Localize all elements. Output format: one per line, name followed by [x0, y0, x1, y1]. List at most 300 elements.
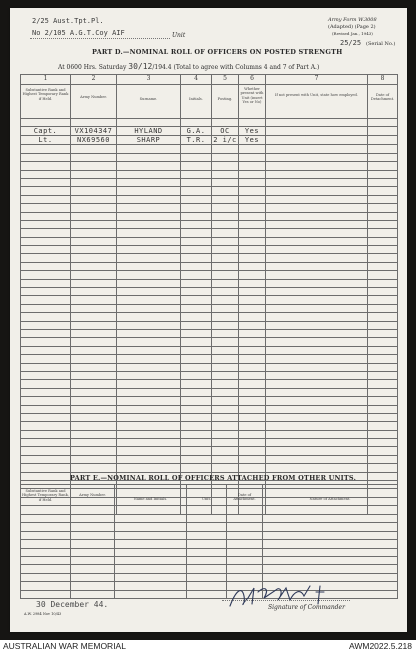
table-cell [117, 355, 181, 363]
table-cell [212, 288, 239, 296]
table-cell [181, 363, 212, 371]
part-e-title: PART E.—NOMINAL ROLL OF OFFICERS ATTACHED FROM OTHER UNITS. [70, 474, 357, 482]
table-cell [368, 254, 398, 262]
table-cell [21, 531, 71, 539]
unit-label: Unit [172, 32, 186, 39]
table-row [21, 556, 398, 564]
table-cell [187, 582, 227, 590]
table-row [21, 204, 398, 212]
table-row [21, 388, 398, 396]
table-cell [71, 565, 115, 573]
table-row [21, 246, 398, 254]
form-adapted: (Adapted) (Page 2) [328, 24, 376, 30]
table-cell [368, 220, 398, 228]
table-cell [181, 246, 212, 254]
col-number: 3 [117, 75, 181, 85]
table-cell [21, 548, 71, 556]
table-cell [187, 515, 227, 523]
form-page [10, 8, 407, 632]
table-cell [239, 313, 266, 321]
table-cell [71, 371, 117, 379]
col-number: 2 [71, 75, 117, 85]
table-cell [117, 447, 181, 455]
table-cell [181, 212, 212, 220]
table-cell [212, 346, 239, 354]
table-cell [181, 237, 212, 245]
date-stamp: 30 December 44. [36, 600, 109, 609]
table-cell [181, 195, 212, 203]
table-row [21, 288, 398, 296]
table-row [21, 136, 398, 145]
table-cell [368, 455, 398, 463]
table-cell [212, 304, 239, 312]
table-cell [71, 515, 115, 523]
table-row [21, 170, 398, 178]
table-cell [181, 455, 212, 463]
table-cell [117, 220, 181, 228]
table-row [21, 515, 398, 523]
table-cell [266, 237, 368, 245]
table-cell [368, 388, 398, 396]
table-cell [181, 145, 212, 153]
table-cell [212, 279, 239, 287]
table-cell [21, 573, 71, 581]
table-row [21, 523, 398, 531]
footer-accession: AWM2022.5.218 [349, 641, 412, 651]
table-cell [21, 540, 71, 548]
table-row [21, 329, 398, 337]
table-cell [266, 380, 368, 388]
table-cell [239, 321, 266, 329]
table-cell [212, 413, 239, 421]
table-cell [21, 288, 71, 296]
table-cell [266, 271, 368, 279]
table-row [21, 178, 398, 186]
col-header-present: Whether present with Unit (insert Yes or No) [239, 85, 266, 119]
table-cell [71, 304, 117, 312]
table-cell [71, 531, 115, 539]
table-cell [212, 254, 239, 262]
table-row [21, 439, 398, 447]
table-cell [239, 204, 266, 212]
table-cell [181, 405, 212, 413]
table-cell [368, 472, 398, 480]
table-cell [181, 346, 212, 354]
table-cell [239, 145, 266, 153]
table-cell [368, 204, 398, 212]
table-cell [117, 119, 181, 127]
table-cell [212, 430, 239, 438]
table-cell [71, 288, 117, 296]
part-e-header-row [21, 485, 398, 515]
table-cell [117, 254, 181, 262]
table-cell [368, 447, 398, 455]
table-cell [212, 229, 239, 237]
table-cell [187, 540, 227, 548]
table-cell [368, 430, 398, 438]
table-cell [21, 204, 71, 212]
table-row [21, 531, 398, 539]
table-cell [21, 220, 71, 228]
table-cell [115, 556, 187, 564]
table-cell [239, 246, 266, 254]
table-cell [71, 447, 117, 455]
table-cell [181, 262, 212, 270]
roll-date: 30/12 [128, 62, 153, 71]
table-cell [266, 321, 368, 329]
table-cell [368, 127, 398, 136]
table-cell [21, 455, 71, 463]
table-cell [181, 338, 212, 346]
table-cell [368, 313, 398, 321]
table-cell [181, 304, 212, 312]
table-row [21, 162, 398, 170]
table-row [21, 464, 398, 472]
table-cell [71, 296, 117, 304]
table-cell [187, 556, 227, 564]
table-cell [181, 371, 212, 379]
table-cell [239, 464, 266, 472]
table-cell [212, 405, 239, 413]
serial-number: 25/25 [340, 39, 362, 47]
table-cell [71, 590, 115, 598]
table-row [21, 548, 398, 556]
table-cell [71, 464, 117, 472]
table-cell [266, 304, 368, 312]
table-cell [115, 548, 187, 556]
table-cell [21, 229, 71, 237]
part-d-title: PART D.—NOMINAL ROLL OF OFFICERS ON POSTED STRENGTH [92, 48, 343, 56]
col-header-name-initials: Name and Initials. [115, 485, 187, 515]
table-cell [21, 405, 71, 413]
table-cell [212, 145, 239, 153]
table-cell [266, 346, 368, 354]
table-cell [21, 464, 71, 472]
col-header-attachment-nature: Nature of Attachment. [263, 485, 398, 515]
table-cell [368, 119, 398, 127]
table-cell [21, 422, 71, 430]
table-cell [266, 422, 368, 430]
table-cell [239, 237, 266, 245]
table-cell [368, 279, 398, 287]
table-cell [266, 254, 368, 262]
table-cell [71, 212, 117, 220]
table-cell [212, 237, 239, 245]
table-cell [368, 162, 398, 170]
table-cell [71, 237, 117, 245]
table-row [21, 220, 398, 228]
table-row [21, 371, 398, 379]
table-cell [117, 279, 181, 287]
table-cell [71, 548, 115, 556]
table-cell [21, 472, 71, 480]
table-row [21, 573, 398, 581]
table-row [21, 229, 398, 237]
table-cell [117, 195, 181, 203]
table-cell [21, 237, 71, 245]
table-cell [239, 178, 266, 186]
table-cell [266, 355, 368, 363]
table-cell [212, 380, 239, 388]
table-cell [266, 313, 368, 321]
table-cell [71, 262, 117, 270]
table-cell [21, 212, 71, 220]
table-cell [71, 430, 117, 438]
table-cell [181, 388, 212, 396]
table-cell [212, 313, 239, 321]
table-cell [239, 397, 266, 405]
table-cell: 2 i/c [213, 136, 237, 145]
table-cell [21, 296, 71, 304]
table-cell [21, 447, 71, 455]
col-header-army-number: Army Number. [71, 85, 117, 119]
table-cell [266, 229, 368, 237]
table-cell [181, 254, 212, 262]
table-cell [181, 279, 212, 287]
table-cell [266, 162, 368, 170]
table-cell [266, 430, 368, 438]
table-cell [181, 413, 212, 421]
table-cell [71, 145, 117, 153]
table-row [21, 413, 398, 421]
table-cell [181, 220, 212, 228]
table-cell [21, 413, 71, 421]
column-header-row [21, 85, 398, 119]
table-cell [71, 187, 117, 195]
table-cell [368, 212, 398, 220]
table-cell [266, 288, 368, 296]
table-cell [266, 145, 368, 153]
table-cell [181, 296, 212, 304]
table-cell [181, 380, 212, 388]
table-cell [368, 145, 398, 153]
table-cell [21, 262, 71, 270]
at-hours-label: At 0600 Hrs. Saturday [58, 64, 127, 71]
table-cell [117, 162, 181, 170]
table-cell [21, 313, 71, 321]
col-number: 8 [368, 75, 398, 85]
table-cell [368, 329, 398, 337]
table-row [21, 422, 398, 430]
table-cell [266, 187, 368, 195]
table-cell [21, 321, 71, 329]
table-cell [71, 119, 117, 127]
table-cell [21, 371, 71, 379]
col-header-unit: Unit. [187, 485, 227, 515]
table-cell [368, 195, 398, 203]
table-cell [117, 397, 181, 405]
table-cell [117, 153, 181, 161]
table-cell [266, 363, 368, 371]
table-cell [187, 565, 227, 573]
table-cell [212, 262, 239, 270]
table-cell [71, 162, 117, 170]
table-cell [117, 187, 181, 195]
table-cell [187, 531, 227, 539]
table-cell [263, 548, 398, 556]
table-row [21, 565, 398, 573]
table-cell [117, 388, 181, 396]
table-cell [212, 422, 239, 430]
table-cell [212, 388, 239, 396]
table-cell [181, 153, 212, 161]
table-cell [71, 271, 117, 279]
table-cell [117, 338, 181, 346]
table-cell [239, 119, 266, 127]
table-cell [71, 321, 117, 329]
table-cell [368, 355, 398, 363]
table-cell [239, 279, 266, 287]
table-cell [117, 422, 181, 430]
table-cell [266, 220, 368, 228]
table-cell [368, 237, 398, 245]
table-row [21, 380, 398, 388]
table-cell [266, 153, 368, 161]
table-cell [212, 246, 239, 254]
table-cell [368, 338, 398, 346]
signature-line [222, 600, 350, 601]
table-cell [21, 355, 71, 363]
table-cell [266, 195, 368, 203]
table-cell [71, 346, 117, 354]
table-cell [212, 355, 239, 363]
col-number: 6 [239, 75, 266, 85]
table-cell [239, 262, 266, 270]
table-cell [239, 405, 266, 413]
table-cell [239, 439, 266, 447]
table-cell [117, 313, 181, 321]
table-cell [117, 288, 181, 296]
printer-note: A.W. 2984 Nov 10/43 [24, 612, 62, 616]
table-cell [239, 346, 266, 354]
table-cell [71, 422, 117, 430]
table-cell [71, 397, 117, 405]
table-cell [239, 162, 266, 170]
table-cell [212, 464, 239, 472]
table-cell [212, 363, 239, 371]
officers-posted-table [20, 74, 398, 515]
col-number: 5 [212, 75, 239, 85]
table-row [21, 313, 398, 321]
table-cell [115, 590, 187, 598]
table-cell [239, 296, 266, 304]
form-name: Army Form W.3008 [328, 17, 377, 23]
table-cell [181, 422, 212, 430]
table-cell [117, 304, 181, 312]
table-cell [181, 288, 212, 296]
table-cell [181, 229, 212, 237]
table-cell [239, 422, 266, 430]
table-cell: Lt. [21, 136, 71, 145]
table-cell [239, 304, 266, 312]
table-cell [239, 254, 266, 262]
table-cell [117, 405, 181, 413]
table-cell [368, 422, 398, 430]
table-row [21, 212, 398, 220]
table-cell [368, 304, 398, 312]
table-cell [117, 296, 181, 304]
table-cell [212, 371, 239, 379]
table-cell [368, 187, 398, 195]
table-cell [71, 405, 117, 413]
table-cell [181, 204, 212, 212]
table-cell: Yes [239, 127, 266, 136]
table-cell [227, 548, 263, 556]
table-cell [368, 178, 398, 186]
table-cell [263, 556, 398, 564]
table-cell: T.R. [181, 136, 212, 145]
table-cell [21, 338, 71, 346]
unit-underline [30, 38, 170, 39]
table-cell [21, 380, 71, 388]
table-row [21, 153, 398, 161]
table-cell [239, 220, 266, 228]
table-cell [181, 430, 212, 438]
table-cell [117, 380, 181, 388]
table-cell [117, 229, 181, 237]
table-cell [71, 413, 117, 421]
table-cell [117, 464, 181, 472]
table-cell [71, 540, 115, 548]
table-cell [239, 355, 266, 363]
table-cell [368, 464, 398, 472]
table-cell [21, 153, 71, 161]
table-cell [21, 329, 71, 337]
table-row [21, 430, 398, 438]
table-cell [21, 119, 71, 127]
table-cell [368, 153, 398, 161]
table-cell [71, 254, 117, 262]
table-cell [266, 371, 368, 379]
table-cell [117, 178, 181, 186]
table-cell [239, 170, 266, 178]
table-cell [266, 136, 368, 145]
unit-line-1: 2/25 Aust.Tpt.Pl. [32, 17, 104, 25]
table-cell [71, 246, 117, 254]
table-cell [227, 515, 263, 523]
table-cell [117, 204, 181, 212]
table-cell [115, 565, 187, 573]
col-header-initials: Initials. [181, 85, 212, 119]
table-row [21, 262, 398, 270]
table-cell [71, 380, 117, 388]
table-cell [368, 229, 398, 237]
col-number: 1 [21, 75, 71, 85]
table-cell [21, 397, 71, 405]
table-cell [71, 279, 117, 287]
col-header-attachment-date: Date of Attachment. [227, 485, 263, 515]
table-cell [181, 355, 212, 363]
table-cell [266, 212, 368, 220]
table-cell [239, 455, 266, 463]
table-cell [71, 178, 117, 186]
table-cell [266, 262, 368, 270]
table-cell [227, 573, 263, 581]
table-cell [212, 338, 239, 346]
table-cell [115, 573, 187, 581]
table-cell [227, 531, 263, 539]
table-cell [21, 279, 71, 287]
table-cell [115, 515, 187, 523]
table-cell [263, 540, 398, 548]
table-row [21, 455, 398, 463]
table-cell [187, 590, 227, 598]
table-cell [239, 288, 266, 296]
col-header-detachment-date: Date of Detachment. [368, 85, 398, 119]
table-row [21, 355, 398, 363]
table-cell [181, 329, 212, 337]
col-header-employment: If not present with Unit, state how employed. [266, 85, 368, 119]
